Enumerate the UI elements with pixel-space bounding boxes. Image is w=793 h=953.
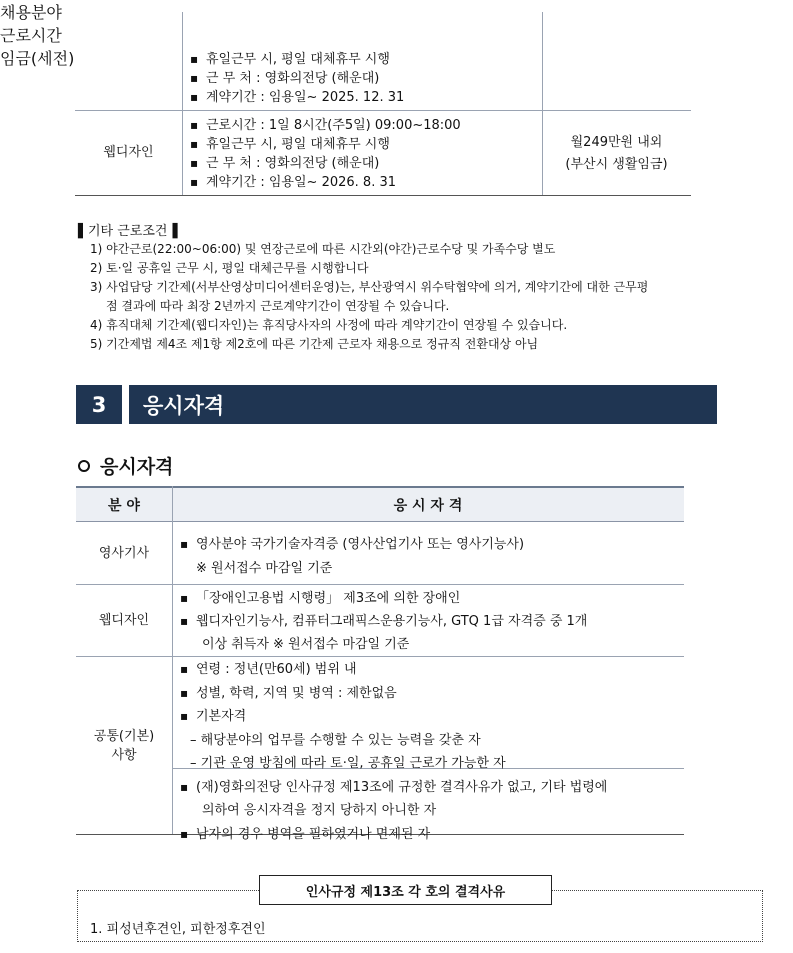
qual-item: ▪ 「장애인고용법 시행령」 제3조에 의한 장애인 — [180, 587, 587, 610]
row-divider — [75, 110, 691, 111]
row-content — [180, 532, 524, 581]
qual-item: ※ 원서접수 마감일 기준 — [196, 561, 333, 576]
qual-item: ▪ (재)영화의전당 인사규정 제13조에 규정한 결격사유가 없고, 기타 법령에 — [180, 776, 607, 800]
qual-item: ▪ 성별, 학력, 지역 및 병역 : 제한없음 — [180, 682, 607, 706]
row2-wage — [542, 132, 691, 176]
row-content — [180, 658, 607, 846]
divider — [172, 486, 173, 834]
header-hours: 근로시간 — [0, 26, 62, 45]
row1-item: ▪ 계약기간 : 임용일~ 2025. 12. 31 — [190, 88, 404, 107]
note-item: 2) 토·일 공휴일 근무 시, 평일 대체근무를 시행합니다 — [90, 261, 369, 275]
row2-item: ▪ 계약기간 : 임용일~ 2026. 8. 31 — [190, 173, 461, 192]
box-item: 1. 피성년후견인, 피한정후견인 — [90, 922, 266, 937]
note-item: 1) 야간근로(22:00~06:00) 및 연장근로에 따른 시간외(야간)근로수당 및 가족수당 별도 — [90, 242, 556, 256]
row-field-common — [76, 727, 172, 765]
row1-item: ▪ 근 무 처 : 영화의전당 (해운대) — [190, 69, 404, 88]
row2-field: 웹디자인 — [103, 145, 154, 160]
header-wage: 임금(세전) — [0, 49, 75, 68]
row2-item: ▪ 휴일근무 시, 평일 대체휴무 시행 — [190, 135, 461, 154]
qual-item: ▪ 연령 : 정년(만60세) 범위 내 — [180, 658, 607, 682]
note-item: 점 결과에 따라 최장 2년까지 근로계약기간이 연장될 수 있습니다. — [106, 299, 450, 313]
qual-item: 의하여 응시자격을 정지 당하지 아니한 자 — [202, 803, 437, 818]
header-qualification: 응 시 자 격 — [172, 486, 684, 522]
header-field: 분 야 — [76, 486, 172, 522]
field-line: 사항 — [111, 748, 137, 763]
qual-subitem: – 기관 운영 방침에 따라 토·일, 공휴일 근로가 가능한 자 — [190, 756, 506, 771]
qual-item: ▪ 남자의 경우 병역을 필하였거나 면제된 자 — [180, 823, 607, 847]
row1-item: ▪ 휴일근무 시, 평일 대체휴무 시행 — [190, 50, 404, 69]
circle-bullet-icon — [78, 460, 90, 472]
employment-table — [0, 0, 793, 190]
table-bottom — [75, 195, 691, 196]
box-title: 인사규정 제13조 각 호의 결격사유 — [259, 875, 552, 905]
header-field: 채용분야 — [0, 3, 62, 22]
row-field-webdesign: 웹디자인 — [98, 613, 150, 628]
row-divider — [76, 656, 684, 657]
row1-items — [190, 50, 404, 107]
divider — [182, 12, 183, 196]
row-field-projection: 영사기사 — [98, 546, 150, 561]
qual-item: ▪ 영사분야 국가기술자격증 (영사산업기사 또는 영사기능사) — [180, 532, 524, 557]
notes-heading: ▌기타 근로조건▐ — [78, 224, 178, 239]
qual-item: ▪ 기본자격 — [180, 705, 607, 729]
row-content — [180, 587, 587, 656]
qual-item: 이상 취득자 ※ 원서접수 마감일 기준 — [202, 637, 410, 652]
note-item: 3) 사업담당 기간제(서부산영상미디어센터운영)는, 부산광역시 위수탁협약에 의거, 계약기간에 대한 근무평 — [90, 280, 649, 294]
section-number: 3 — [76, 385, 122, 424]
row-divider — [76, 584, 684, 585]
qual-item: ▪ 웹디자인기능사, 컴퓨터그래픽스운용기능사, GTQ 1급 자격증 중 1개 — [180, 610, 587, 633]
qual-subitem: – 해당분야의 업무를 수행할 수 있는 능력을 갖춘 자 — [190, 732, 481, 748]
subsection-title: 응시자격 — [100, 456, 174, 478]
row2-items — [190, 116, 461, 192]
wage-note: (부산시 생활임금) — [565, 157, 668, 172]
note-item: 5) 기간제법 제4조 제1항 제2호에 따른 기간제 근로자 채용으로 정규직 전환대상 아님 — [90, 337, 539, 351]
wage-amount: 월249만원 내외 — [570, 135, 663, 150]
notes-list — [90, 240, 648, 354]
note-item: 4) 휴직대체 기간제(웹디자인)는 휴직당사자의 사정에 따라 계약기간이 연장될 수 있습니다. — [90, 318, 568, 332]
subsection-heading — [78, 452, 173, 479]
row2-item: ▪ 근 무 처 : 영화의전당 (해운대) — [190, 154, 461, 173]
field-line: 공통(기본) — [93, 729, 155, 744]
row2-item: ▪ 근로시간 : 1일 8시간(주5일) 09:00~18:00 — [190, 116, 461, 135]
section-title: 응시자격 — [129, 385, 717, 424]
